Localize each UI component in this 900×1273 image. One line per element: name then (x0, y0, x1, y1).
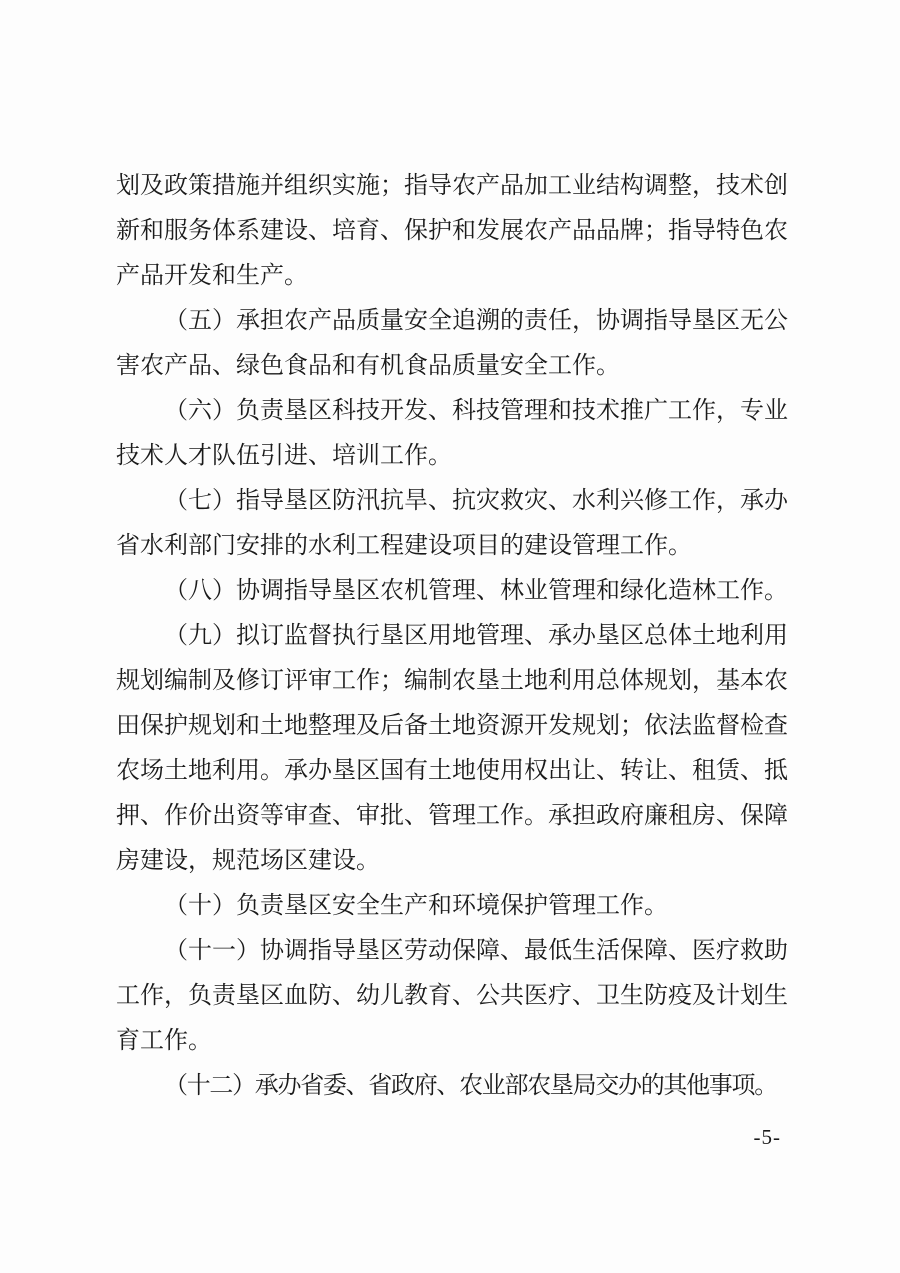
document-body (116, 164, 788, 1109)
paragraph-item-10: （十）负责垦区安全生产和环境保护管理工作。 (164, 893, 668, 919)
paragraph-item-12: （十二）承办省委、省政府、农业部农垦局交办的其他事项。 (164, 1073, 777, 1099)
paragraph-item-6: （六）负责垦区科技开发、科技管理和技术推广工作，专业技术人才队伍引进、培训工作。 (116, 398, 788, 469)
paragraph-item-5: （五）承担农产品质量安全追溯的责任，协调指导垦区无公害农产品、绿色食品和有机食品质量安全工作。 (116, 308, 788, 379)
paragraph-continuation: 划及政策措施并组织实施；指导农产品加工业结构调整，技术创新和服务体系建设、培育、保护和发展农产品品牌；指导特色农产品开发和生产。 (116, 173, 788, 289)
page-number: -5- (753, 1125, 781, 1149)
paragraph-item-8: （八）协调指导垦区农机管理、林业管理和绿化造林工作。 (164, 578, 788, 604)
paragraph-item-7: （七）指导垦区防汛抗旱、抗灾救灾、水利兴修工作，承办省水利部门安排的水利工程建设项目的建设管理工作。 (116, 488, 788, 559)
paragraph-item-11: （十一）协调指导垦区劳动保障、最低生活保障、医疗救助工作，负责垦区血防、幼儿教育、公共医疗、卫生防疫及计划生育工作。 (116, 938, 788, 1054)
paragraph-item-9: （九）拟订监督执行垦区用地管理、承办垦区总体土地利用规划编制及修订评审工作；编制农垦土地利用总体规划，基本农田保护规划和土地整理及后备土地资源开发规划；依法监督检查农场土地利用。承办垦区国有土地使用权出让、转让、租赁、抵押、作价出资等审查、审批、管理工作。承担政府廉租房、保障房建设，规范场区建设。 (116, 623, 788, 874)
